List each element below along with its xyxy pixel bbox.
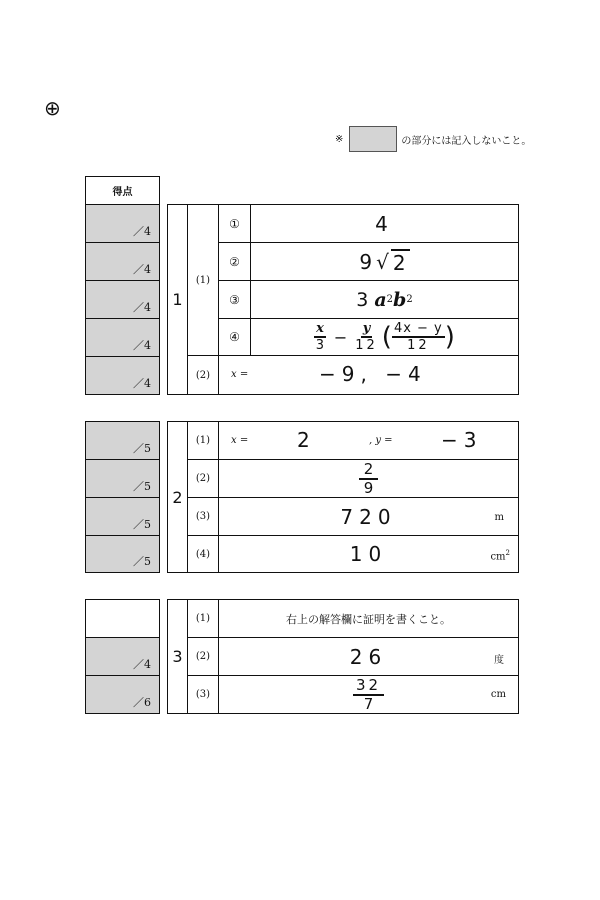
score-box[interactable]: ／5 — [86, 422, 159, 460]
score-box[interactable]: ／6 — [86, 676, 159, 713]
question-label: (2) — [188, 356, 219, 394]
fraction: $\frac{32}{7}$ — [353, 678, 384, 712]
answer-value: 2 — [386, 294, 394, 305]
sub-label: ④ — [219, 319, 251, 356]
answer-field[interactable] — [219, 536, 518, 572]
fraction: $\frac{x}{3}$ — [315, 321, 325, 353]
answer-value: 720 — [340, 504, 397, 529]
answer-variable: , y = — [369, 435, 393, 446]
answer-unit: m — [494, 512, 504, 523]
answer-value: 4 — [375, 211, 394, 236]
score-box[interactable]: ／4 — [86, 243, 159, 281]
answer-table-3 — [167, 599, 519, 714]
score-box[interactable]: ／4 — [86, 319, 159, 357]
answer-value: 9 — [359, 249, 375, 274]
section-number: 2 — [168, 422, 188, 572]
section-number: 1 — [168, 205, 188, 394]
sqrt-icon: √ — [376, 249, 391, 274]
answer-field[interactable] — [219, 356, 518, 394]
score-box[interactable]: ／5 — [86, 460, 159, 498]
section-number: 3 — [168, 600, 188, 713]
score-column-1 — [85, 176, 160, 395]
answer-field[interactable] — [251, 319, 518, 356]
answer-value: 3 — [356, 288, 369, 311]
question-label: (4) — [188, 536, 219, 572]
registration-mark: ⊕ — [44, 96, 61, 120]
question-label: (3) — [188, 498, 219, 536]
answer-unit: cm — [490, 689, 506, 700]
answer-value: 2 — [297, 428, 316, 452]
answer-table-2 — [167, 421, 519, 573]
fraction: $\frac{2}{9}$ — [359, 462, 379, 496]
score-box[interactable]: ／4 — [86, 205, 159, 243]
question-label: (1) — [188, 205, 219, 356]
score-box-blank — [86, 600, 159, 638]
notice — [335, 126, 531, 152]
answer-field[interactable] — [219, 422, 518, 460]
answer-field[interactable] — [219, 600, 518, 638]
fraction: $\frac{y}{12}$ — [355, 321, 378, 353]
answer-value: a — [374, 288, 387, 311]
answer-field[interactable] — [251, 205, 518, 243]
score-box[interactable]: ／5 — [86, 498, 159, 536]
answer-value: −9, −4 — [319, 362, 427, 386]
score-column-3 — [85, 599, 160, 714]
paren-open: ( — [381, 322, 392, 352]
question-label: (2) — [188, 460, 219, 498]
score-box[interactable]: ／4 — [86, 357, 159, 394]
answer-value: −3 — [441, 428, 483, 452]
sub-label: ① — [219, 205, 251, 243]
answer-field[interactable] — [219, 498, 518, 536]
score-box[interactable]: ／5 — [86, 536, 159, 572]
answer-value: 2 — [406, 294, 413, 305]
sub-label: ② — [219, 243, 251, 281]
answer-variable: x = — [231, 435, 249, 446]
answer-field[interactable] — [251, 281, 518, 319]
fraction: $\frac{4x - y}{12}$ — [393, 321, 443, 353]
notice-text: の部分には記入しないこと。 — [401, 135, 532, 147]
answer-value: 26 — [349, 644, 388, 669]
answer-unit: $cm^2$ — [490, 549, 510, 563]
question-label: (1) — [188, 600, 219, 638]
answer-field[interactable] — [219, 638, 518, 676]
answer-value: 10 — [349, 542, 388, 566]
answer-field[interactable] — [251, 243, 518, 281]
score-header: 得点 — [86, 177, 159, 205]
answer-field[interactable] — [219, 460, 518, 498]
score-box[interactable]: ／4 — [86, 638, 159, 676]
answer-field[interactable] — [219, 676, 518, 713]
sub-label: ③ — [219, 281, 251, 319]
answer-table-1 — [167, 204, 519, 395]
question-label: (1) — [188, 422, 219, 460]
answer-unit: 度 — [494, 655, 504, 666]
notice-mark: ※ — [335, 133, 344, 145]
question-label: (2) — [188, 638, 219, 676]
answer-variable: x = — [231, 369, 249, 380]
answer-instruction: 右上の解答欄に証明を書くこと。 — [286, 612, 451, 626]
answer-value: b — [393, 288, 407, 311]
answer-value: 2 — [392, 250, 408, 275]
question-label: (3) — [188, 676, 219, 713]
minus-sign: − — [333, 327, 348, 347]
notice-grey-swatch — [349, 126, 397, 152]
score-box[interactable]: ／4 — [86, 281, 159, 319]
score-column-2 — [85, 421, 160, 573]
paren-close: ) — [444, 322, 455, 352]
